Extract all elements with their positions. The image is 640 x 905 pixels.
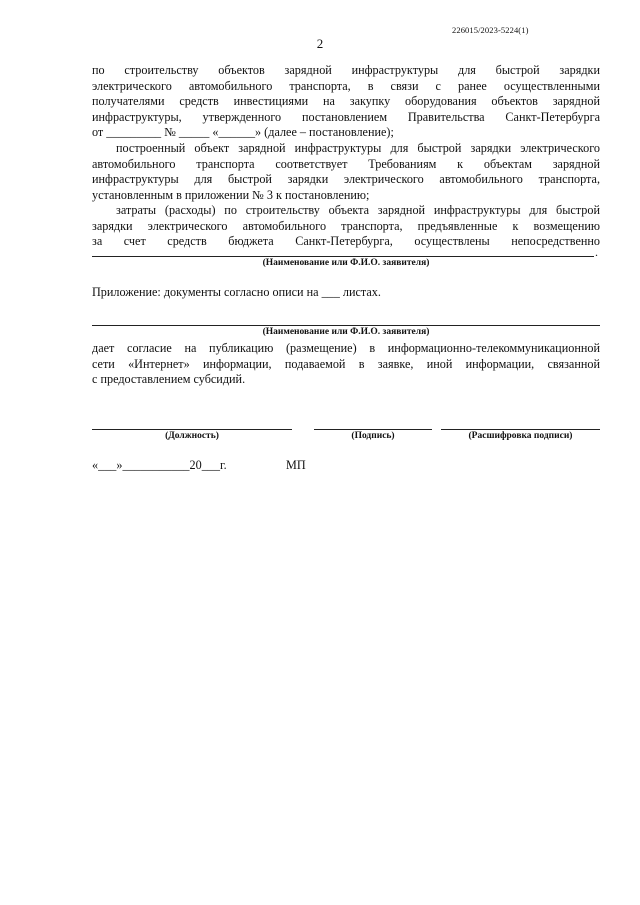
- paragraph-construction-costs: [92, 63, 600, 141]
- text-line: зарядки электрического автомобильного транспорта, предъявленные к возмещению: [92, 218, 600, 233]
- stamp-place: МП: [286, 458, 306, 472]
- text-line: автомобильного транспорта соответствует Требованиям к объектам зарядной: [92, 156, 600, 171]
- attachment-note: Приложение: документы согласно описи на ___ листах.: [92, 285, 381, 299]
- document-registration-number: 226015/2023-5224(1): [452, 25, 529, 35]
- paragraph-object-compliance: [92, 141, 600, 203]
- text-line: инфраструктуры для быстрой зарядки электрического автомобильного транспорта,: [92, 172, 600, 186]
- text-line: установленным в приложении № 3 к постановлению;: [92, 187, 370, 202]
- signature-decode-line: [441, 429, 600, 430]
- line-end-period: .: [595, 245, 598, 259]
- signature-caption: (Подпись): [351, 431, 395, 441]
- text-line: построенный объект зарядной инфраструктуры для быстрой зарядки электрического: [116, 141, 600, 155]
- date-field: «___»___________20___г.: [92, 458, 227, 472]
- text-line: с предоставлением субсидий.: [92, 372, 246, 386]
- applicant-name-line: [92, 325, 600, 326]
- text-line: дает согласие на публикацию (размещение) в информационно-телекоммуникационной: [92, 341, 600, 355]
- text-line: затраты (расходы) по строительству объекта зарядной инфраструктуры для быстрой: [116, 203, 600, 217]
- text-line: по строительству объектов зарядной инфраструктуры для быстрой зарядки: [92, 63, 600, 77]
- signature-decode-caption: (Расшифровка подписи): [468, 431, 573, 441]
- text-line: электрического автомобильного транспорта, в связи с ранее осуществленными: [92, 78, 600, 93]
- paragraph-publication-consent: [92, 341, 600, 388]
- applicant-name-caption: (Наименование или Ф.И.О. заявителя): [262, 327, 430, 337]
- position-line: [92, 429, 292, 430]
- text-line: от _________ № _____ «______» (далее – постановление);: [92, 125, 394, 139]
- text-line: получателями средств инвестициями на закупку оборудования объектов зарядной: [92, 94, 600, 108]
- position-caption: (Должность): [165, 431, 219, 441]
- text-line: сети «Интернет» информации, подаваемой в заявке, иной информации, связанной: [92, 356, 600, 371]
- text-line: инфраструктуры, утвержденного постановлением Правительства Санкт-Петербурга: [92, 109, 600, 124]
- applicant-name-caption: (Наименование или Ф.И.О. заявителя): [262, 258, 430, 268]
- text-line: за счет средств бюджета Санкт-Петербурга, осуществлены непосредственно: [92, 234, 600, 248]
- signature-line: [314, 429, 432, 430]
- paragraph-expenses: [92, 203, 600, 250]
- applicant-name-line: [92, 256, 594, 257]
- page-number: 2: [316, 36, 324, 51]
